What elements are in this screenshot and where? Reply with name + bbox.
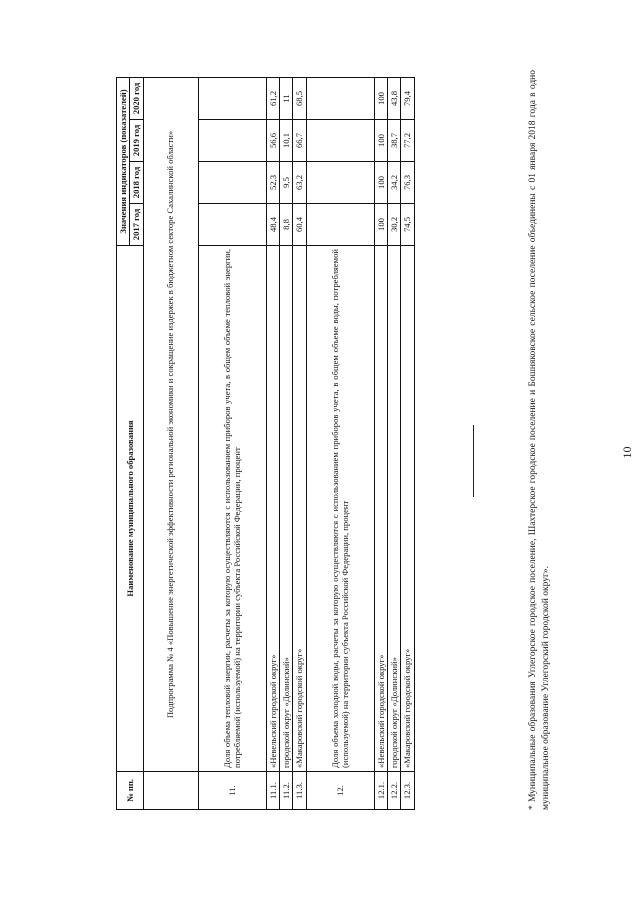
value-cell: 66,7 — [293, 120, 306, 162]
section-title: Доля объема холодной воды, расчеты за которую осуществляются с использованием приборов учета, в общем объеме воды, потребляемой (используемой) на территории субъекта Российской Федерации, процент — [306, 246, 374, 772]
empty-cell — [198, 120, 266, 162]
table-row — [374, 77, 387, 809]
row-num: 11.1. — [266, 772, 279, 810]
row-name: «Невельский городской округ» — [266, 246, 279, 772]
row-num: 12.2. — [387, 772, 400, 810]
row-name: городской округ «Долинский» — [279, 246, 292, 772]
row-num: 12.1. — [374, 772, 387, 810]
empty-cell — [198, 204, 266, 246]
empty-cell — [306, 162, 374, 204]
value-cell: 100 — [374, 204, 387, 246]
row-num: 11.2. — [279, 772, 292, 810]
empty-cell — [198, 162, 266, 204]
header-num: № пп. — [117, 772, 144, 810]
table-row — [387, 77, 400, 809]
value-cell: 60,4 — [293, 204, 306, 246]
value-cell: 48,4 — [266, 204, 279, 246]
value-cell: 10,1 — [279, 120, 292, 162]
row-name: городской округ «Долинский» — [387, 246, 400, 772]
value-cell: 100 — [374, 77, 387, 119]
header-row-1 — [117, 77, 130, 809]
value-cell: 100 — [374, 120, 387, 162]
value-cell: 9,5 — [279, 162, 292, 204]
table-row — [279, 77, 292, 809]
table-row — [293, 77, 306, 809]
section-num: 12. — [306, 772, 374, 810]
row-num: 11.3. — [293, 772, 306, 810]
subprogram-row — [143, 77, 198, 809]
indicators-table — [116, 77, 415, 810]
empty-cell — [306, 120, 374, 162]
row-name: «Макаровский городской округ» — [401, 246, 414, 772]
value-cell: 68,5 — [293, 77, 306, 119]
header-name: Наименование муниципального образования — [117, 246, 144, 772]
header-year: 2018 год — [130, 162, 143, 204]
empty-cell — [306, 204, 374, 246]
value-cell: 63,2 — [293, 162, 306, 204]
value-cell: 34,2 — [387, 162, 400, 204]
value-cell: 79,4 — [401, 77, 414, 119]
section-row — [198, 77, 266, 809]
value-cell: 74,5 — [401, 204, 414, 246]
header-year: 2019 год — [130, 120, 143, 162]
empty-cell — [306, 77, 374, 119]
section-num: 11. — [198, 772, 266, 810]
value-cell: 11 — [279, 77, 292, 119]
value-cell: 43,8 — [387, 77, 400, 119]
row-name: «Невельский городской округ» — [374, 246, 387, 772]
value-cell: 8,8 — [279, 204, 292, 246]
page-number: 10 — [620, 446, 634, 459]
subprogram-title: Подпрограмма № 4 «Повышение энергетической эффективности региональной экономики и сокращение издержек в бюджетном секторе Сахалинской области» — [143, 77, 198, 771]
value-cell: 38,7 — [387, 120, 400, 162]
header-year: 2017 год — [130, 204, 143, 246]
value-cell: 77,2 — [401, 120, 414, 162]
row-num: 12.3. — [401, 772, 414, 810]
header-year: 2020 год — [130, 77, 143, 119]
header-values-group: Значения индикаторов (показателей) — [117, 77, 130, 245]
separator-line — [473, 425, 474, 497]
row-name: «Макаровский городской округ» — [293, 246, 306, 772]
value-cell: 56,6 — [266, 120, 279, 162]
footnote: * Муниципальные образования Углегорское городское поселение, Шахтерское городское поселение и Бошняковское сельское поселение объединены с 01 января 2018 года в одно муниципальное образование Углегорский городской округ». — [528, 70, 551, 810]
empty-cell — [198, 77, 266, 119]
table-row — [401, 77, 414, 809]
empty-cell — [143, 772, 198, 810]
table-row — [266, 77, 279, 809]
value-cell: 76,3 — [401, 162, 414, 204]
section-row — [306, 77, 374, 809]
value-cell: 61,2 — [266, 77, 279, 119]
value-cell: 30,2 — [387, 204, 400, 246]
section-title: Доля объема тепловой энергии, расчеты за которую осуществляются с использованием приборов учета, в общем объеме тепловой энергии, потребляемой (используемой) на территории субъекта Российской Федерации, процент — [198, 246, 266, 772]
value-cell: 100 — [374, 162, 387, 204]
value-cell: 52,3 — [266, 162, 279, 204]
